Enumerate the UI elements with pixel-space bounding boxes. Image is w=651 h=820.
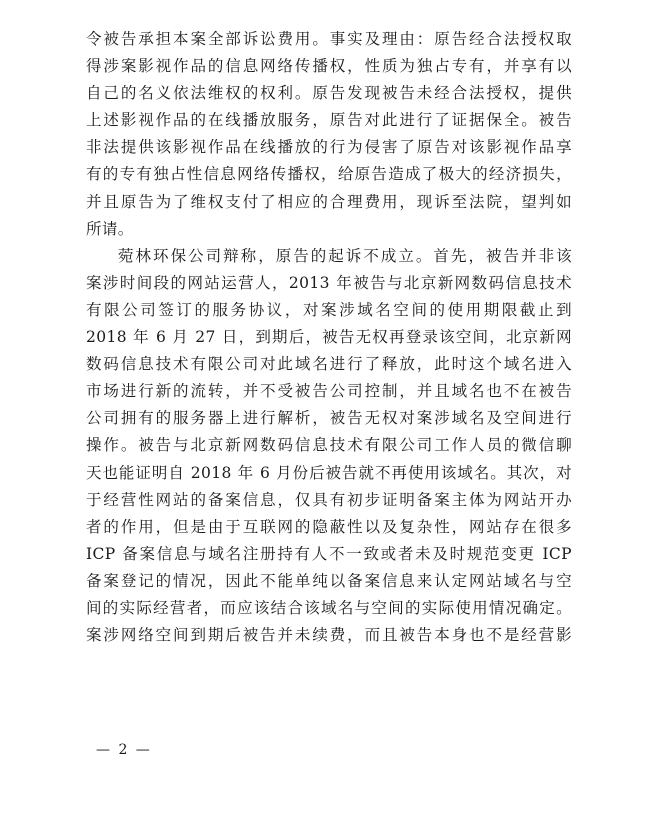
- paragraph-first-line: 菀林环保公司辩称，原告的起诉不成立。首先，被告并非该: [118, 246, 572, 265]
- text-line: 非法提供该影视作品在线播放的行为侵害了原告对该影视作品享: [86, 138, 572, 157]
- text-line: 操作。被告与北京新网数码信息技术有限公司工作人员的微信聊: [86, 436, 572, 455]
- text-line: 并且原告为了维权支付了相应的合理费用，现诉至法院，望判如: [86, 192, 572, 211]
- text-line: 案涉网络空间到期后被告并未续费，而且被告本身也不是经营影: [86, 626, 572, 645]
- text-line: 案涉时间段的网站运营人，2013 年被告与北京新网数码信息技术: [86, 273, 572, 292]
- text-line: 有限公司签订的服务协议，对案涉域名空间的使用期限截止到: [86, 300, 572, 319]
- text-line: 有的专有独占性信息网络传播权，给原告造成了极大的经济损失，: [86, 165, 572, 184]
- text-line: 公司拥有的服务器上进行解析，被告无权对案涉域名及空间进行: [86, 409, 572, 428]
- text-line: 备案登记的情况，因此不能单纯以备案信息来认定网站域名与空: [86, 571, 572, 590]
- text-line: 间的实际经营者，而应该结合该域名与空间的实际使用情况确定。: [86, 598, 572, 617]
- text-line: 者的作用，但是由于互联网的隐蔽性以及复杂性，网站存在很多: [86, 517, 572, 536]
- text-line: 于经营性网站的备案信息，仅具有初步证明备案主体为网站开办: [86, 490, 572, 509]
- text-line: 2018 年 6 月 27 日，到期后，被告无权再登录该空间，北京新网: [86, 328, 572, 347]
- page-number: — 2 —: [96, 742, 152, 758]
- text-line: 市场进行新的流转，并不受被告公司控制，并且域名也不在被告: [86, 382, 572, 401]
- text-line: 得涉案影视作品的信息网络传播权，性质为独占专有，并享有以: [86, 57, 572, 76]
- document-body: [86, 26, 572, 649]
- text-line: ICP 备案信息与域名注册持有人不一致或者未及时规范变更 ICP: [86, 544, 572, 563]
- text-line: 上述影视作品的在线播放服务，原告对此进行了证据保全。被告: [86, 111, 572, 130]
- text-line: 令被告承担本案全部诉讼费用。事实及理由：原告经合法授权取: [86, 30, 572, 48]
- text-line: 所请。: [86, 219, 134, 238]
- text-line: 自己的名义依法维权的权利。原告发现被告未经合法授权，提供: [86, 84, 572, 103]
- text-line: 天也能证明自 2018 年 6 月份后被告就不再使用该域名。其次，对: [86, 463, 572, 482]
- text-line: 数码信息技术有限公司对此域名进行了释放，此时这个域名进入: [86, 355, 572, 374]
